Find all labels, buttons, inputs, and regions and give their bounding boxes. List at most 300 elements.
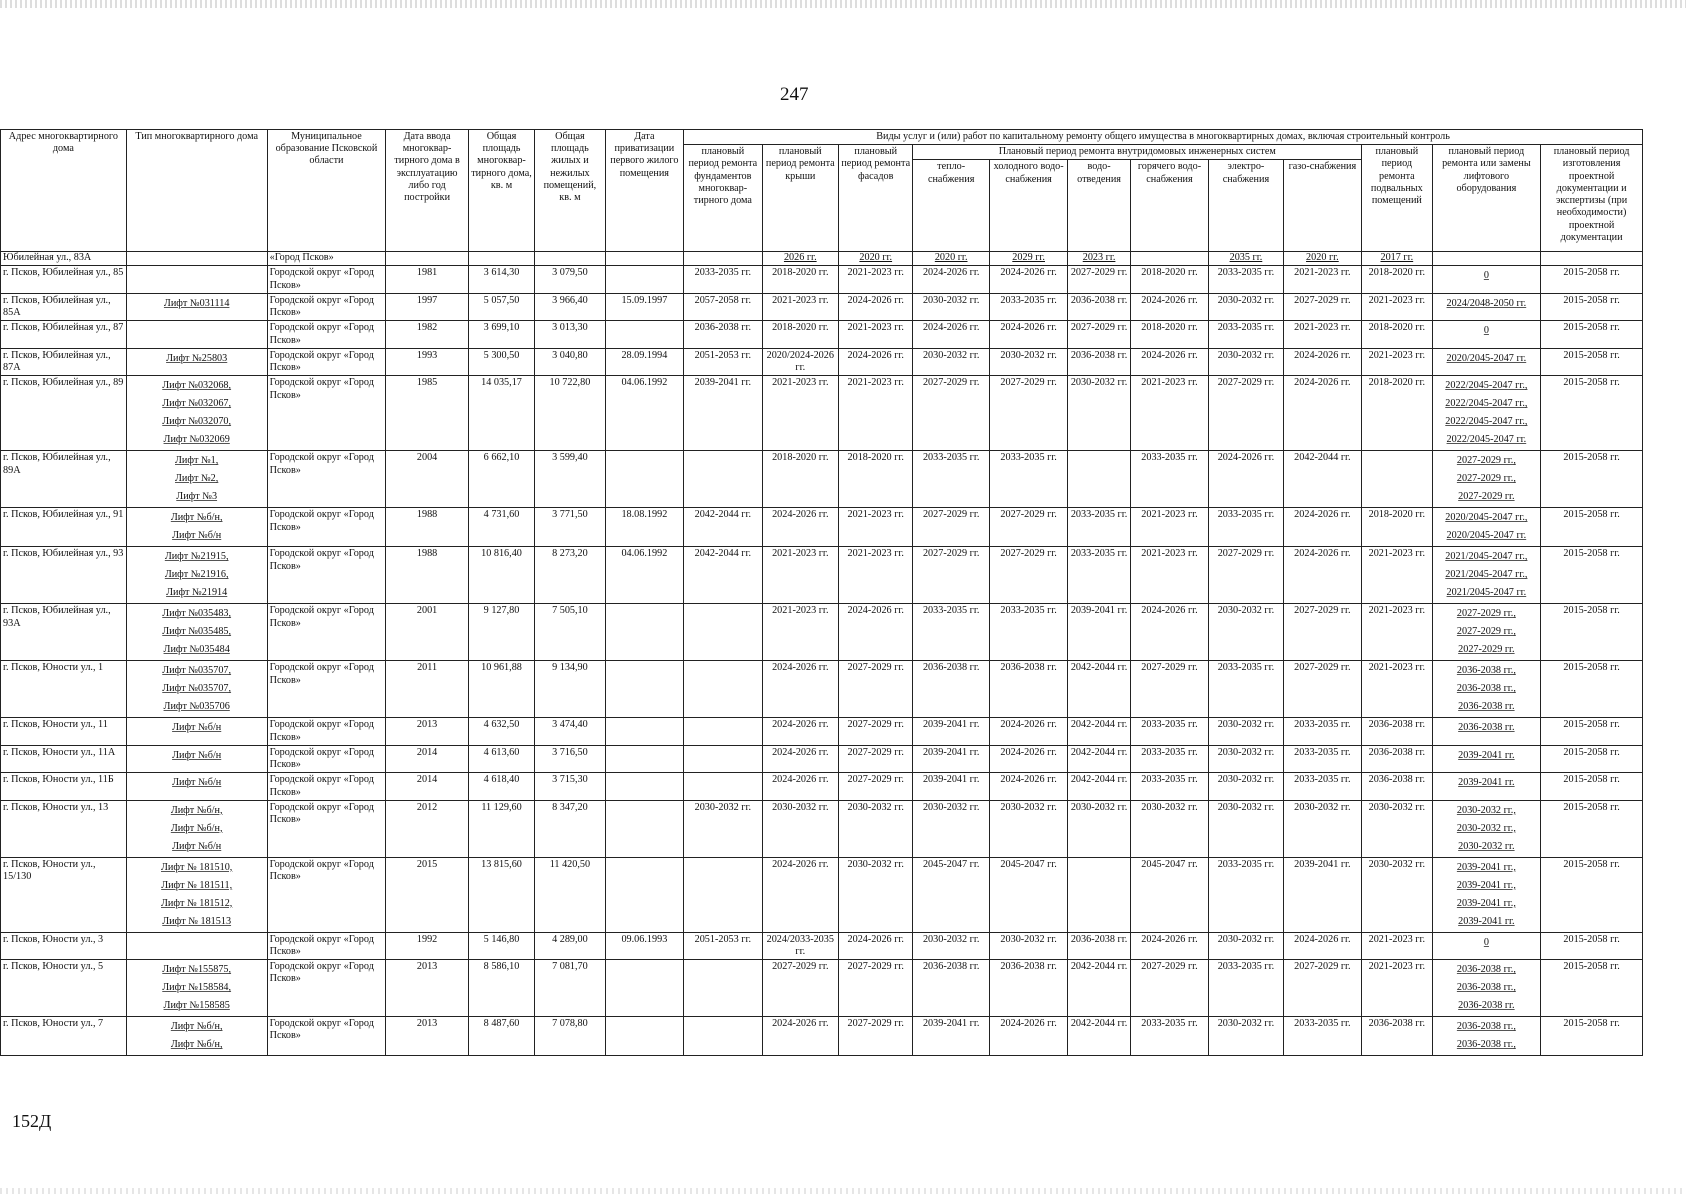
- cell-lift-line: 2027-2029 гг.: [1458, 491, 1515, 503]
- cell-address: Юбилейная ул., 83А: [1, 252, 127, 266]
- cell-year: 1981: [386, 266, 469, 293]
- cell-type-line: Лифт № 181512,: [161, 897, 233, 909]
- cell-lift-line: 2039-2041 гг.,: [1456, 897, 1516, 909]
- cell-heat: 2030-2032 гг.: [913, 932, 989, 959]
- cell-total-area: 3 699,10: [468, 321, 534, 348]
- table-row: [1, 773, 1643, 800]
- cell-sewage: 2023 гг.: [1082, 252, 1116, 264]
- cell-total-area: 10 961,88: [468, 661, 534, 718]
- cell-electric: 2030-2032 гг.: [1209, 745, 1283, 772]
- table-row: [1, 661, 1643, 718]
- cell-basement: 2021-2023 гг.: [1362, 547, 1432, 604]
- cell-type-line: Лифт №031114: [163, 297, 230, 309]
- cell-total-area: 4 613,60: [468, 745, 534, 772]
- cell-hot-water: 2018-2020 гг.: [1130, 266, 1208, 293]
- cell-hot-water: 2033-2035 гг.: [1130, 745, 1208, 772]
- cell-address: г. Псков, Юности ул., 5: [1, 960, 127, 1017]
- cell-privatization-date: [605, 745, 683, 772]
- cell-cold-water: 2027-2029 гг.: [989, 547, 1067, 604]
- cell-basement: 2018-2020 гг.: [1362, 266, 1432, 293]
- cell-municipality: Городской округ «Город Псков»: [267, 508, 386, 547]
- cell-total-area: 5 057,50: [468, 293, 534, 320]
- cell-sewage: 2042-2044 гг.: [1068, 745, 1130, 772]
- cell-electric: 2033-2035 гг.: [1209, 321, 1283, 348]
- cell-gas: 2027-2029 гг.: [1283, 960, 1361, 1017]
- cell-lift: [1432, 718, 1541, 745]
- cell-basement: 2018-2020 гг.: [1362, 321, 1432, 348]
- cell-roof: 2021-2023 гг.: [762, 547, 838, 604]
- cell-privatization-date: 04.06.1992: [605, 547, 683, 604]
- cell-sewage: [1068, 857, 1130, 932]
- cell-basement: 2021-2023 гг.: [1362, 604, 1432, 661]
- cell-address: г. Псков, Юбилейная ул., 87А: [1, 348, 127, 375]
- cell-cold-water: 2027-2029 гг.: [989, 376, 1067, 451]
- cell-electric: 2030-2032 гг.: [1209, 348, 1283, 375]
- cell-lift-line: 2027-2029 гг.: [1458, 644, 1515, 656]
- cell-lift-line: 2020/2045-2047 гг.: [1446, 530, 1527, 542]
- cell-facade: 2021-2023 гг.: [839, 547, 913, 604]
- cell-lift-line: 2027-2029 гг.,: [1456, 455, 1516, 467]
- cell-type-line: Лифт №158584,: [162, 982, 232, 994]
- cell-basement: 2036-2038 гг.: [1362, 1017, 1432, 1056]
- cell-cold-water: 2030-2032 гг.: [989, 348, 1067, 375]
- cell-electric: 2030-2032 гг.: [1209, 773, 1283, 800]
- table-row: [1, 1017, 1643, 1056]
- cell-type-line: Лифт №032068,: [162, 380, 232, 392]
- cell-electric: 2033-2035 гг.: [1209, 960, 1283, 1017]
- cell-hot-water: 2018-2020 гг.: [1130, 321, 1208, 348]
- cell-living-area: 3 013,30: [535, 321, 605, 348]
- table-row: [1, 800, 1643, 857]
- cell-basement: 2021-2023 гг.: [1362, 348, 1432, 375]
- cell-address: г. Псков, Юности ул., 1: [1, 661, 127, 718]
- cell-lift-line: 2027-2029 гг.,: [1456, 626, 1516, 638]
- cell-hot-water: 2033-2035 гг.: [1130, 451, 1208, 508]
- header-address: Адрес многоквартирного дома: [1, 130, 127, 252]
- cell-docs: 2015-2058 гг.: [1541, 266, 1643, 293]
- cell-hot-water: 2024-2026 гг.: [1130, 293, 1208, 320]
- cell-privatization-date: [605, 604, 683, 661]
- cell-heat: 2039-2041 гг.: [913, 745, 989, 772]
- cell-hot-water: 2024-2026 гг.: [1130, 932, 1208, 959]
- cell-lift: [1432, 745, 1541, 772]
- cell-sewage: 2027-2029 гг.: [1068, 266, 1130, 293]
- table-row: [1, 604, 1643, 661]
- cell-lift-line: 2039-2041 гг.: [1458, 777, 1515, 789]
- cell-roof: 2024/2033-2035 гг.: [762, 932, 838, 959]
- cell-facade: 2018-2020 гг.: [839, 451, 913, 508]
- cell-electric: 2024-2026 гг.: [1209, 451, 1283, 508]
- cell-basement: [1362, 451, 1432, 508]
- capital-repair-table: [0, 129, 1643, 1056]
- cell-foundation: 2051-2053 гг.: [684, 348, 762, 375]
- cell-roof: 2021-2023 гг.: [762, 376, 838, 451]
- cell-lift: [1432, 547, 1541, 604]
- cell-total-area: 5 300,50: [468, 348, 534, 375]
- cell-gas: 2033-2035 гг.: [1283, 745, 1361, 772]
- cell-docs: 2015-2058 гг.: [1541, 800, 1643, 857]
- cell-heat: 2036-2038 гг.: [913, 960, 989, 1017]
- cell-lift-line: 2036-2038 гг.,: [1456, 1021, 1516, 1033]
- cell-heat: 2039-2041 гг.: [913, 718, 989, 745]
- cell-living-area: 7 505,10: [535, 604, 605, 661]
- cell-total-area: 4 731,60: [468, 508, 534, 547]
- cell-basement: 2021-2023 гг.: [1362, 932, 1432, 959]
- table-row: [1, 932, 1643, 959]
- cell-lift: [1432, 857, 1541, 932]
- cell-address: г. Псков, Юности ул., 11: [1, 718, 127, 745]
- cell-facade: 2024-2026 гг.: [839, 604, 913, 661]
- cell-living-area: 4 289,00: [535, 932, 605, 959]
- cell-hot-water: 2021-2023 гг.: [1130, 376, 1208, 451]
- cell-type-line: Лифт №б/н,: [170, 512, 223, 524]
- cell-lift-line: 2022/2045-2047 гг.,: [1445, 416, 1528, 428]
- cell-lift-line: 2036-2038 гг.: [1458, 722, 1515, 734]
- cell-living-area: 3 474,40: [535, 718, 605, 745]
- cell-electric: 2033-2035 гг.: [1209, 857, 1283, 932]
- cell-foundation: 2030-2032 гг.: [684, 800, 762, 857]
- cell-type-line: Лифт №б/н,: [170, 1039, 223, 1051]
- cell-lift-line: 2039-2041 гг.,: [1456, 861, 1516, 873]
- table-row: [1, 293, 1643, 320]
- cell-living-area: 3 599,40: [535, 451, 605, 508]
- cell-municipality: Городской округ «Город Псков»: [267, 661, 386, 718]
- cell-lift-line: 0: [1483, 325, 1489, 337]
- cell-privatization-date: [605, 451, 683, 508]
- cell-electric: 2027-2029 гг.: [1209, 376, 1283, 451]
- cell-type: [126, 293, 267, 320]
- cell-type: [126, 348, 267, 375]
- cell-foundation: [684, 1017, 762, 1056]
- cell-heat: 2039-2041 гг.: [913, 1017, 989, 1056]
- table-row: [1, 321, 1643, 348]
- cell-roof: 2018-2020 гг.: [762, 266, 838, 293]
- cell-address: г. Псков, Юбилейная ул., 93: [1, 547, 127, 604]
- cell-lift-line: 2022/2045-2047 гг.,: [1445, 398, 1528, 410]
- cell-address: г. Псков, Юбилейная ул., 85: [1, 266, 127, 293]
- cell-type-line: Лифт №21915,: [164, 551, 229, 563]
- cell-lift-line: 2036-2038 гг.: [1458, 701, 1515, 713]
- cell-address: г. Псков, Юбилейная ул., 91: [1, 508, 127, 547]
- cell-hot-water: 2045-2047 гг.: [1130, 857, 1208, 932]
- cell-gas: 2033-2035 гг.: [1283, 1017, 1361, 1056]
- cell-year: 1982: [386, 321, 469, 348]
- cell-roof: 2024-2026 гг.: [762, 745, 838, 772]
- table-row: [1, 547, 1643, 604]
- cell-lift-line: 2030-2032 гг.: [1458, 840, 1515, 852]
- cell-address: г. Псков, Юности ул., 3: [1, 932, 127, 959]
- cell-type-line: Лифт №б/н: [172, 749, 222, 761]
- cell-type-line: Лифт №032069: [163, 434, 230, 446]
- cell-living-area: 11 420,50: [535, 857, 605, 932]
- cell-docs: 2015-2058 гг.: [1541, 857, 1643, 932]
- cell-cold-water: 2036-2038 гг.: [989, 661, 1067, 718]
- cell-lift-line: 2036-2038 гг.,: [1456, 665, 1516, 677]
- cell-gas: 2024-2026 гг.: [1283, 508, 1361, 547]
- cell-total-area: 13 815,60: [468, 857, 534, 932]
- cell-gas: 2033-2035 гг.: [1283, 718, 1361, 745]
- cell-electric: 2030-2032 гг.: [1209, 800, 1283, 857]
- cell-privatization-date: [605, 960, 683, 1017]
- cell-privatization-date: [605, 773, 683, 800]
- cell-total-area: 3 614,30: [468, 266, 534, 293]
- cell-docs: 2015-2058 гг.: [1541, 508, 1643, 547]
- cell-basement: 2036-2038 гг.: [1362, 718, 1432, 745]
- cell-type-line: Лифт №б/н: [172, 840, 222, 852]
- cell-type-line: Лифт №б/н,: [170, 1021, 223, 1033]
- cell-basement: 2021-2023 гг.: [1362, 960, 1432, 1017]
- cell-type-line: Лифт №б/н: [172, 722, 222, 734]
- cell-year: 1988: [386, 508, 469, 547]
- cell-heat: 2024-2026 гг.: [913, 266, 989, 293]
- cell-lift: [1432, 604, 1541, 661]
- cell-total-area: 14 035,17: [468, 376, 534, 451]
- cell-type: [126, 800, 267, 857]
- cell-gas: 2039-2041 гг.: [1283, 857, 1361, 932]
- header-roof: плановый период ремонта крыши: [762, 145, 838, 252]
- cell-docs: 2015-2058 гг.: [1541, 451, 1643, 508]
- header-electric: электро-снабжения: [1209, 160, 1283, 252]
- cell-facade: 2027-2029 гг.: [839, 745, 913, 772]
- cell-type-line: Лифт №032067,: [162, 398, 232, 410]
- cell-cold-water: 2024-2026 гг.: [989, 718, 1067, 745]
- cell-gas: 2024-2026 гг.: [1283, 348, 1361, 375]
- cell-type-line: Лифт №б/н: [172, 777, 222, 789]
- page-number: 247: [780, 84, 809, 105]
- cell-lift: [1432, 773, 1541, 800]
- cell-facade: 2021-2023 гг.: [839, 508, 913, 547]
- table-row: [1, 857, 1643, 932]
- cell-foundation: 2042-2044 гг.: [684, 547, 762, 604]
- table-row: [1, 960, 1643, 1017]
- cell-type: [126, 718, 267, 745]
- cell-gas: 2042-2044 гг.: [1283, 451, 1361, 508]
- cell-cold-water: 2030-2032 гг.: [989, 932, 1067, 959]
- cell-facade: 2027-2029 гг.: [839, 773, 913, 800]
- cell-living-area: 3 966,40: [535, 293, 605, 320]
- cell-year: 2013: [386, 1017, 469, 1056]
- cell-privatization-date: [605, 857, 683, 932]
- cell-year: 2012: [386, 800, 469, 857]
- table-row: [1, 508, 1643, 547]
- cell-foundation: [684, 451, 762, 508]
- cell-living-area: 8 347,20: [535, 800, 605, 857]
- cell-sewage: 2036-2038 гг.: [1068, 932, 1130, 959]
- cell-total-area: 9 127,80: [468, 604, 534, 661]
- cell-electric: 2030-2032 гг.: [1209, 293, 1283, 320]
- cell-cold-water: 2030-2032 гг.: [989, 800, 1067, 857]
- cell-lift-line: 2020/2045-2047 гг.: [1446, 352, 1527, 364]
- cell-heat: 2033-2035 гг.: [913, 604, 989, 661]
- cell-roof: 2018-2020 гг.: [762, 321, 838, 348]
- cell-type-line: Лифт №б/н,: [170, 822, 223, 834]
- cell-lift-line: 2036-2038 гг.: [1458, 1000, 1515, 1012]
- cell-docs: 2015-2058 гг.: [1541, 547, 1643, 604]
- cell-lift-line: 2021/2045-2047 гг.,: [1445, 569, 1528, 581]
- cell-total-area: 5 146,80: [468, 932, 534, 959]
- cell-basement: 2021-2023 гг.: [1362, 661, 1432, 718]
- cell-foundation: [684, 661, 762, 718]
- cell-type-line: Лифт №035485,: [162, 626, 232, 638]
- cell-electric: 2030-2032 гг.: [1209, 604, 1283, 661]
- cell-municipality: Городской округ «Город Псков»: [267, 547, 386, 604]
- cell-sewage: 2036-2038 гг.: [1068, 293, 1130, 320]
- cell-privatization-date: [605, 661, 683, 718]
- cell-roof: 2024-2026 гг.: [762, 661, 838, 718]
- cell-type-line: Лифт №2,: [175, 473, 219, 485]
- cell-docs: 2015-2058 гг.: [1541, 773, 1643, 800]
- cell-electric: 2030-2032 гг.: [1209, 1017, 1283, 1056]
- cell-privatization-date: 28.09.1994: [605, 348, 683, 375]
- cell-heat: 2027-2029 гг.: [913, 547, 989, 604]
- header-sewage: водо-отведения: [1068, 160, 1130, 252]
- cell-electric: 2035 гг.: [1229, 252, 1263, 264]
- cell-foundation: [684, 960, 762, 1017]
- header-hot-water: горячего водо-снабжения: [1130, 160, 1208, 252]
- cell-roof: 2020/2024-2026 гг.: [762, 348, 838, 375]
- cell-type-line: Лифт №1,: [175, 455, 219, 467]
- table-row: [1, 745, 1643, 772]
- cell-sewage: 2039-2041 гг.: [1068, 604, 1130, 661]
- cell-basement: 2030-2032 гг.: [1362, 857, 1432, 932]
- cell-year: 1988: [386, 547, 469, 604]
- cell-total-area: 6 662,10: [468, 451, 534, 508]
- cell-gas: 2020 гг.: [1306, 252, 1339, 264]
- table-row: [1, 376, 1643, 451]
- cell-foundation: 2039-2041 гг.: [684, 376, 762, 451]
- cell-year: 2014: [386, 773, 469, 800]
- header-basement: плановый период ремонта подвальных помещений: [1362, 145, 1432, 252]
- cell-living-area: 3 771,50: [535, 508, 605, 547]
- cell-sewage: 2042-2044 гг.: [1068, 1017, 1130, 1056]
- cell-type: [126, 376, 267, 451]
- cell-gas: 2027-2029 гг.: [1283, 661, 1361, 718]
- cell-lift-line: 2036-2038 гг.,: [1456, 683, 1516, 695]
- cell-living-area: 10 722,80: [535, 376, 605, 451]
- cell-electric: 2027-2029 гг.: [1209, 547, 1283, 604]
- cell-gas: 2033-2035 гг.: [1283, 773, 1361, 800]
- cell-cold-water: 2024-2026 гг.: [989, 266, 1067, 293]
- cell-municipality: Городской округ «Город Псков»: [267, 773, 386, 800]
- cell-docs: 2015-2058 гг.: [1541, 745, 1643, 772]
- cell-cold-water: 2027-2029 гг.: [989, 508, 1067, 547]
- cell-municipality: Городской округ «Город Псков»: [267, 800, 386, 857]
- scan-edge-bottom: [0, 1188, 1686, 1194]
- footer-code: 152Д: [12, 1111, 52, 1131]
- cell-lift-line: 0: [1483, 270, 1489, 282]
- cell-privatization-date: [605, 800, 683, 857]
- cell-facade: 2030-2032 гг.: [839, 857, 913, 932]
- cell-total-area: 10 816,40: [468, 547, 534, 604]
- cell-type-line: Лифт №035483,: [162, 608, 232, 620]
- cell-lift-line: 2022/2045-2047 гг.: [1446, 434, 1527, 446]
- cell-sewage: 2042-2044 гг.: [1068, 960, 1130, 1017]
- cell-lift: [1432, 451, 1541, 508]
- cell-docs: 2015-2058 гг.: [1541, 932, 1643, 959]
- cell-foundation: 2057-2058 гг.: [684, 293, 762, 320]
- cell-heat: 2045-2047 гг.: [913, 857, 989, 932]
- cell-basement: 2036-2038 гг.: [1362, 745, 1432, 772]
- cell-facade: 2021-2023 гг.: [839, 376, 913, 451]
- cell-facade: 2027-2029 гг.: [839, 718, 913, 745]
- cell-foundation: [684, 857, 762, 932]
- cell-living-area: 3 079,50: [535, 266, 605, 293]
- cell-address: г. Псков, Юности ул., 11Б: [1, 773, 127, 800]
- cell-sewage: 2036-2038 гг.: [1068, 348, 1130, 375]
- cell-address: г. Псков, Юбилейная ул., 89А: [1, 451, 127, 508]
- cell-heat: 2030-2032 гг.: [913, 348, 989, 375]
- cell-roof: 2027-2029 гг.: [762, 960, 838, 1017]
- cell-type-line: Лифт №б/н,: [170, 804, 223, 816]
- cell-sewage: 2042-2044 гг.: [1068, 718, 1130, 745]
- cell-privatization-date: [605, 1017, 683, 1056]
- cell-facade: 2027-2029 гг.: [839, 960, 913, 1017]
- cell-facade: 2024-2026 гг.: [839, 932, 913, 959]
- cell-type-line: Лифт №155875,: [162, 964, 232, 976]
- cell-roof: 2030-2032 гг.: [762, 800, 838, 857]
- cell-electric: 2030-2032 гг.: [1209, 718, 1283, 745]
- cell-basement: 2030-2032 гг.: [1362, 800, 1432, 857]
- cell-electric: 2033-2035 гг.: [1209, 661, 1283, 718]
- cell-roof: 2021-2023 гг.: [762, 604, 838, 661]
- cell-cold-water: 2024-2026 гг.: [989, 745, 1067, 772]
- cell-foundation: [684, 773, 762, 800]
- table-row: [1, 348, 1643, 375]
- cell-type: [126, 547, 267, 604]
- cell-cold-water: 2045-2047 гг.: [989, 857, 1067, 932]
- cell-heat: 2033-2035 гг.: [913, 451, 989, 508]
- cell-type-line: Лифт № 181513: [162, 915, 232, 927]
- table-row: [1, 451, 1643, 508]
- cell-lift-line: 2039-2041 гг.: [1458, 749, 1515, 761]
- cell-municipality: Городской округ «Город Псков»: [267, 745, 386, 772]
- header-facade: плановый период ремонта фасадов: [839, 145, 913, 252]
- cell-type-line: Лифт №035707,: [162, 665, 232, 677]
- cell-sewage: 2033-2035 гг.: [1068, 547, 1130, 604]
- cell-year: 2013: [386, 960, 469, 1017]
- cell-gas: 2027-2029 гг.: [1283, 604, 1361, 661]
- cell-roof: 2024-2026 гг.: [762, 718, 838, 745]
- cell-type: [126, 960, 267, 1017]
- cell-heat: 2024-2026 гг.: [913, 321, 989, 348]
- cell-basement: 2036-2038 гг.: [1362, 773, 1432, 800]
- cell-address: г. Псков, Юбилейная ул., 89: [1, 376, 127, 451]
- cell-living-area: 3 715,30: [535, 773, 605, 800]
- cell-municipality: Городской округ «Город Псков»: [267, 857, 386, 932]
- cell-year: 1993: [386, 348, 469, 375]
- cell-docs: 2015-2058 гг.: [1541, 1017, 1643, 1056]
- cell-hot-water: 2024-2026 гг.: [1130, 348, 1208, 375]
- cell-cold-water: 2024-2026 гг.: [989, 1017, 1067, 1056]
- cell-total-area: 11 129,60: [468, 800, 534, 857]
- cell-municipality: Городской округ «Город Псков»: [267, 451, 386, 508]
- cell-facade: 2027-2029 гг.: [839, 1017, 913, 1056]
- cell-privatization-date: 18.08.1992: [605, 508, 683, 547]
- header-gas: газо-снабжения: [1283, 160, 1361, 252]
- cell-lift-line: 2021/2045-2047 гг.,: [1445, 551, 1528, 563]
- cell-municipality: Городской округ «Город Псков»: [267, 348, 386, 375]
- header-heat: тепло-снабжения: [913, 160, 989, 252]
- cell-lift: [1432, 266, 1541, 293]
- header-privatization-date: Дата приватизации первого жилого помещения: [605, 130, 683, 252]
- cell-total-area: 4 618,40: [468, 773, 534, 800]
- cell-gas: 2024-2026 гг.: [1283, 547, 1361, 604]
- cell-foundation: 2051-2053 гг.: [684, 932, 762, 959]
- cell-heat: 2020 гг.: [934, 252, 968, 264]
- cell-docs: 2015-2058 гг.: [1541, 718, 1643, 745]
- cell-cold-water: 2033-2035 гг.: [989, 293, 1067, 320]
- cell-municipality: Городской округ «Город Псков»: [267, 293, 386, 320]
